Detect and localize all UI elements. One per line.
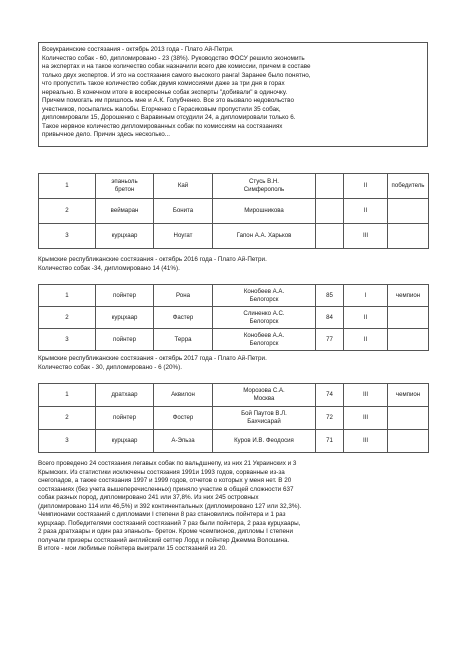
owner-cell	[213, 430, 316, 453]
section-2013-line: дипломировали 15, Дорошенко с Варавиным отсудили 24, а дипломировали только 6.	[42, 114, 296, 122]
dog-name-cell: Терра	[154, 329, 213, 351]
score-cell	[316, 224, 344, 249]
summary-line: (дипломировано 114 или 46,5%) и 392 континентальных (дипломировано 127 или 32,3%).	[38, 502, 302, 510]
note-cell: чемпион	[388, 285, 429, 307]
dog-name-cell: Фастер	[154, 307, 213, 329]
breed-cell-line: эпаньоль	[111, 178, 138, 186]
dog-name-cell: Фостер	[154, 407, 213, 430]
diploma-degree-cell: II	[344, 329, 388, 351]
section-2013-line: Причем помогать им пришлось мне и А.К. Голубченко. Все это вызвало недовольство	[42, 97, 294, 105]
section-2013-line: Количество собак - 60, дипломировано - 23 (38%). Руководство ФОСУ решило экономить	[42, 54, 305, 62]
section-2017-caption	[38, 355, 428, 372]
breed-cell	[96, 384, 154, 407]
dog-name-cell: Бонита	[154, 199, 213, 224]
breed-cell-line: бретон	[114, 186, 135, 193]
table-row	[39, 307, 429, 329]
breed-cell	[96, 224, 154, 249]
owner-cell	[213, 199, 316, 224]
row-number-cell: 3	[39, 224, 96, 249]
summary-line: состязаниях (без учета вышеперечисленных) приняло участие в общей сложности 637	[38, 485, 294, 493]
table-row	[39, 199, 429, 224]
owner-cell-line: Конобеев А.А.	[243, 331, 285, 339]
diploma-degree-cell: III	[344, 224, 388, 249]
table-row	[39, 430, 429, 453]
row-number-cell: 1	[39, 384, 96, 407]
owner-cell-line: Симферополь	[243, 186, 285, 193]
dog-name-cell: Аквилон	[154, 384, 213, 407]
owner-cell-line: Белогорск	[249, 295, 279, 303]
score-cell: 71	[316, 430, 344, 453]
table-row	[39, 224, 429, 249]
summary-line: В итоге - мои любимые пойнтера выиграли 15 состязаний из 20.	[38, 545, 227, 553]
results-table-2016	[38, 284, 429, 351]
breed-cell	[96, 174, 154, 199]
owner-cell-line: Гапон А.А. Харьков	[236, 232, 292, 240]
breed-cell	[96, 407, 154, 430]
owner-cell-line: Москва	[253, 395, 275, 402]
breed-cell	[96, 307, 154, 329]
breed-cell-line: курцхаар	[111, 232, 138, 240]
diploma-degree-cell: I	[344, 285, 388, 307]
table-row	[39, 174, 429, 199]
section-2017-line: Крымские республиканские состязания - октябрь 2017 года - Плато Ай-Петри.	[38, 355, 267, 362]
summary-line: 2 раза дратхаары и один раз эпаньоль- бретон. Кроме чсемпионов, дипломы I степени	[38, 528, 294, 536]
breed-cell-line: курцхаар	[111, 313, 138, 321]
summary-text	[38, 460, 428, 554]
table-row	[39, 407, 429, 430]
diploma-degree-cell: III	[344, 407, 388, 430]
row-number-cell: 2	[39, 199, 96, 224]
owner-cell	[213, 174, 316, 199]
results-table-2013	[38, 173, 429, 249]
owner-cell-line: Стусь В.Н.	[248, 178, 279, 186]
score-cell: 74	[316, 384, 344, 407]
breed-cell-line: пойнтер	[113, 291, 136, 299]
breed-cell	[96, 430, 154, 453]
score-cell: 77	[316, 329, 344, 351]
note-cell	[388, 224, 429, 249]
dog-name-cell: Кай	[154, 174, 213, 199]
dog-name-cell: Рона	[154, 285, 213, 307]
diploma-degree-cell: II	[344, 199, 388, 224]
note-cell	[388, 307, 429, 329]
diploma-degree-cell: II	[344, 307, 388, 329]
table-row	[39, 384, 429, 407]
owner-cell	[213, 384, 316, 407]
summary-line: снегопадов, а также состязания 1997 и 1999 годов, отчетов о которых у меня нет. В 20	[38, 477, 292, 485]
breed-cell	[96, 329, 154, 351]
row-number-cell: 3	[39, 329, 96, 351]
section-2013-text	[38, 42, 428, 147]
section-2013-line: учвстников, посыпались жалобы. Егорченко с Герасиковым пропустили 35 собак,	[42, 105, 281, 113]
row-number-cell: 2	[39, 307, 96, 329]
diploma-degree-cell: II	[344, 174, 388, 199]
summary-line: получали призеры состязаний английский сеттер Лорд и пойнтер Джемма Волошина.	[38, 536, 290, 544]
breed-cell-line: курцхаар	[111, 437, 138, 445]
table-row	[39, 285, 429, 307]
dog-name-cell: Ноугат	[154, 224, 213, 249]
owner-cell-line: Слиненко А.С.	[243, 309, 285, 317]
owner-cell-line: Белогорск	[249, 339, 279, 347]
owner-cell-line: Морозова С.А.	[243, 387, 285, 395]
summary-line: собак разных пород, дипломировано 241 или 37,8%. Из них 245 островных	[38, 494, 259, 502]
owner-cell	[213, 407, 316, 430]
row-number-cell: 2	[39, 407, 96, 430]
breed-cell-line: пойнтер	[113, 335, 136, 343]
owner-cell	[213, 329, 316, 351]
section-2013-line: что пропустить такое количество собак двумя комиссиями даже за три дня в горах	[42, 80, 285, 88]
owner-cell-line: Белогорск	[249, 317, 279, 325]
section-2013-line: только двух экспертов. И это на состязания самого высокого ранга! Заранее было понятно,	[42, 71, 311, 79]
owner-cell-line: Конобеев А.А.	[243, 287, 285, 295]
section-2013-line: Всеукраинские состязания - октябрь 2013 года - Плато Ай-Петри.	[42, 46, 234, 53]
section-2017-line: Количество собак - 30, дипломировано - 6 (20%).	[38, 363, 182, 371]
summary-line: Крымских. Из статистики исключены состязания 1991и 1993 годов, сорванные из-за	[38, 468, 285, 476]
results-table-2017	[38, 383, 429, 453]
diploma-degree-cell: III	[344, 384, 388, 407]
row-number-cell: 1	[39, 285, 96, 307]
section-2016-line: Крымские республиканские состязания - октябрь 2016 года - Плато Ай-Петри.	[38, 256, 267, 263]
section-2016-line: Количество собак -34, дипломировано 14 (41%).	[38, 264, 180, 272]
owner-cell-line: Куров И.В. Феодосия	[234, 437, 294, 445]
note-cell	[388, 199, 429, 224]
dog-name-cell: А-Эльза	[154, 430, 213, 453]
summary-line: Чемпионами состязаний с дипломами I степени 8 раз становились пойнтера и 1 раз	[38, 511, 286, 519]
note-cell: победитель	[388, 174, 429, 199]
score-cell: 85	[316, 285, 344, 307]
row-number-cell: 1	[39, 174, 96, 199]
owner-cell	[213, 285, 316, 307]
diploma-degree-cell: III	[344, 430, 388, 453]
note-cell: чемпион	[388, 384, 429, 407]
breed-cell	[96, 285, 154, 307]
row-number-cell: 3	[39, 430, 96, 453]
breed-cell	[96, 199, 154, 224]
breed-cell-line: дратхаар	[111, 391, 138, 399]
note-cell	[388, 407, 429, 430]
owner-cell	[213, 224, 316, 249]
table-row	[39, 329, 429, 351]
section-2013-line: нереально. В конечном итоге в воскресенье собак эксперты "добивали" в одиночку.	[42, 88, 288, 96]
owner-cell-line: Мирошникова	[244, 207, 284, 215]
score-cell: 72	[316, 407, 344, 430]
owner-cell-line: Бахчисарай	[247, 418, 281, 425]
section-2013-line: на экспертах и на такое количество собак назначили всего две комиссии, причем в составе	[42, 63, 311, 71]
score-cell	[316, 199, 344, 224]
summary-line: Всего проведено 24 состязания легавых собак по вальдшнепу, из них 21 Украинских и 3	[38, 460, 297, 467]
note-cell	[388, 329, 429, 351]
owner-cell-line: Бой Паутов В.Л.	[241, 410, 287, 418]
score-cell	[316, 174, 344, 199]
breed-cell-line: пойнтер	[113, 414, 136, 422]
section-2013-line: Такое нервное количество дипломированных собак по комиссиям на состязаниях	[42, 122, 283, 130]
note-cell	[388, 430, 429, 453]
summary-line: курцхаар. Победителями состязаний состязаний 7 раз были пойнтера, 2 раза курцхаары,	[38, 519, 301, 527]
breed-cell-line: веймаран	[110, 207, 139, 215]
score-cell: 84	[316, 307, 344, 329]
owner-cell	[213, 307, 316, 329]
section-2013-line: привычное дело. Причин здесь несколько...	[42, 131, 171, 139]
section-2016-caption	[38, 256, 428, 273]
